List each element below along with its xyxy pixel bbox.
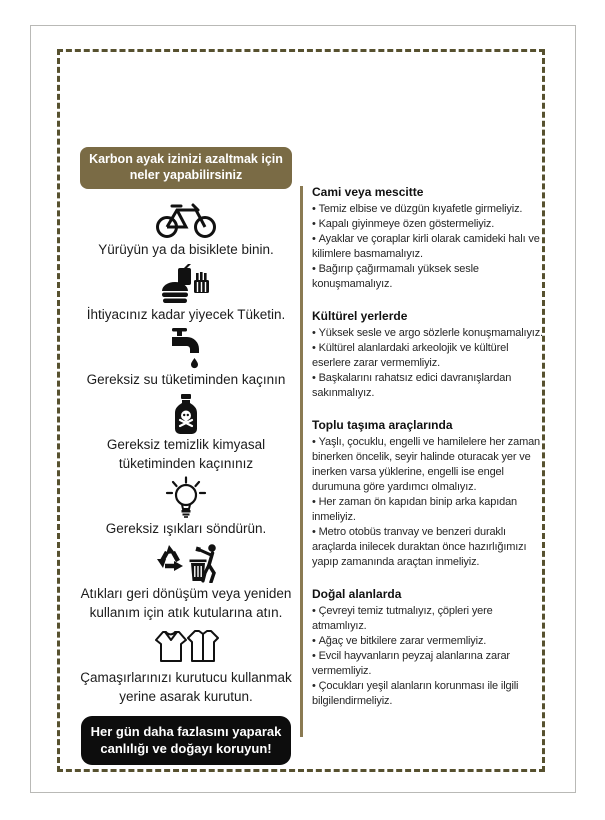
- fast-food-icon: [158, 264, 214, 304]
- tip-water: [70, 327, 302, 389]
- tip-lights: [70, 476, 302, 538]
- bullet-item: • Kültürel alanlardaki arkeolojik ve kültürel eserlere zarar vermemliyiz.: [312, 341, 544, 371]
- section-public-transport: [312, 417, 544, 570]
- tip-recycle: [70, 541, 302, 622]
- tip-caption: Gereksiz ışıkları söndürün.: [105, 521, 267, 536]
- tip-food: [70, 262, 302, 324]
- tip-caption: Atıkları geri dönüşüm veya yeniden kullanım için atık kutularına atın.: [80, 586, 292, 620]
- bullet-item: • Evcil hayvanların peyzaj alanlarına zarar vermemliyiz.: [312, 649, 544, 679]
- section-mosque: [312, 184, 544, 292]
- footer-line-1: Her gün daha fazlasını yaparak: [90, 724, 282, 739]
- etiquette-column: [312, 184, 544, 725]
- section-heading: Cami veya mescitte: [312, 185, 424, 199]
- bullet-item: • Ağaç ve bitkilere zarar vermemliyiz.: [312, 634, 544, 649]
- poison-bottle-icon: [169, 394, 203, 434]
- bullet-item: • Kapalı giyinmeye özen göstermeliyiz.: [312, 217, 544, 232]
- bullet-item: • Bağırıp çağırmamalı yüksek sesle konuşmamalıyız.: [312, 262, 544, 292]
- footer-line-2: canlılığı ve doğayı koruyun!: [100, 741, 272, 756]
- bullet-item: • Ayaklar ve çoraplar kirli olarak camideki halı ve kilimlere basmamalıyız.: [312, 232, 544, 262]
- section-natural-areas: [312, 586, 544, 709]
- protect-nature-banner: [81, 716, 291, 765]
- bullet-item: • Başkalarını rahatsız edici davranışlardan sakınmalıyız.: [312, 371, 544, 401]
- carbon-tips-column: [70, 147, 302, 765]
- tip-caption: Çamaşırlarınızı kurutucu kullanmak yerine asarak kurutun.: [80, 670, 292, 704]
- title-line-2: neler yapabilirsiniz: [129, 167, 243, 182]
- bullet-item: • Her zaman ön kapıdan binip arka kapıdan inmeliyiz.: [312, 495, 544, 525]
- bullet-item: • Çocukları yeşil alanların korunması ile ilgili bilgilendirmeliyiz.: [312, 679, 544, 709]
- recycle-trash-icon: [153, 543, 219, 583]
- bullet-item: • Metro otobüs tranvay ve benzeri duraklı araçlarda inilecek duraktan önce hazırlığımızı yapıp zamanında araçtan inmeliyiz.: [312, 525, 544, 570]
- bullet-item: • Yüksek sesle ve argo sözlerle konuşmamalıyız.: [312, 326, 544, 341]
- bullet-item: • Yaşlı, çocuklu, engelli ve hamilelere her zaman binerken öncelik, seyir halinde oturacak yer ve inerken varsa yüklerine, engelli ise engel durumuna göre yardımcı olmalıyız.: [312, 435, 544, 495]
- light-bulb-icon: [163, 476, 209, 518]
- bullet-item: • Temiz elbise ve düzgün kıyafetle girmeliyiz.: [312, 202, 544, 217]
- bicycle-icon: [155, 199, 217, 239]
- carbon-title-banner: [80, 147, 292, 189]
- tip-chemicals: [70, 392, 302, 473]
- section-heading: Kültürel yerlerde: [312, 309, 408, 323]
- section-heading: Toplu taşıma araçlarında: [312, 418, 453, 432]
- bullet-item: • Çevreyi temiz tutmalıyız, çöpleri yere atmamlıyız.: [312, 604, 544, 634]
- clothes-icon: [153, 627, 219, 667]
- tip-caption: Yürüyün ya da bisiklete binin.: [98, 242, 274, 257]
- tip-caption: İhtiyacınız kadar yiyecek Tüketin.: [86, 307, 286, 322]
- tip-walk-bike: [70, 197, 302, 259]
- column-divider: [300, 186, 303, 737]
- section-cultural-places: [312, 308, 544, 401]
- section-heading: Doğal alanlarda: [312, 587, 402, 601]
- tip-caption: Gereksiz temizlik kimyasal tüketiminden kaçınınız: [106, 437, 266, 471]
- tip-caption: Gereksiz su tüketiminden kaçının: [86, 372, 286, 387]
- faucet-icon: [164, 328, 208, 369]
- tip-laundry: [70, 625, 302, 706]
- title-line-1: Karbon ayak izinizi azaltmak için: [89, 152, 283, 166]
